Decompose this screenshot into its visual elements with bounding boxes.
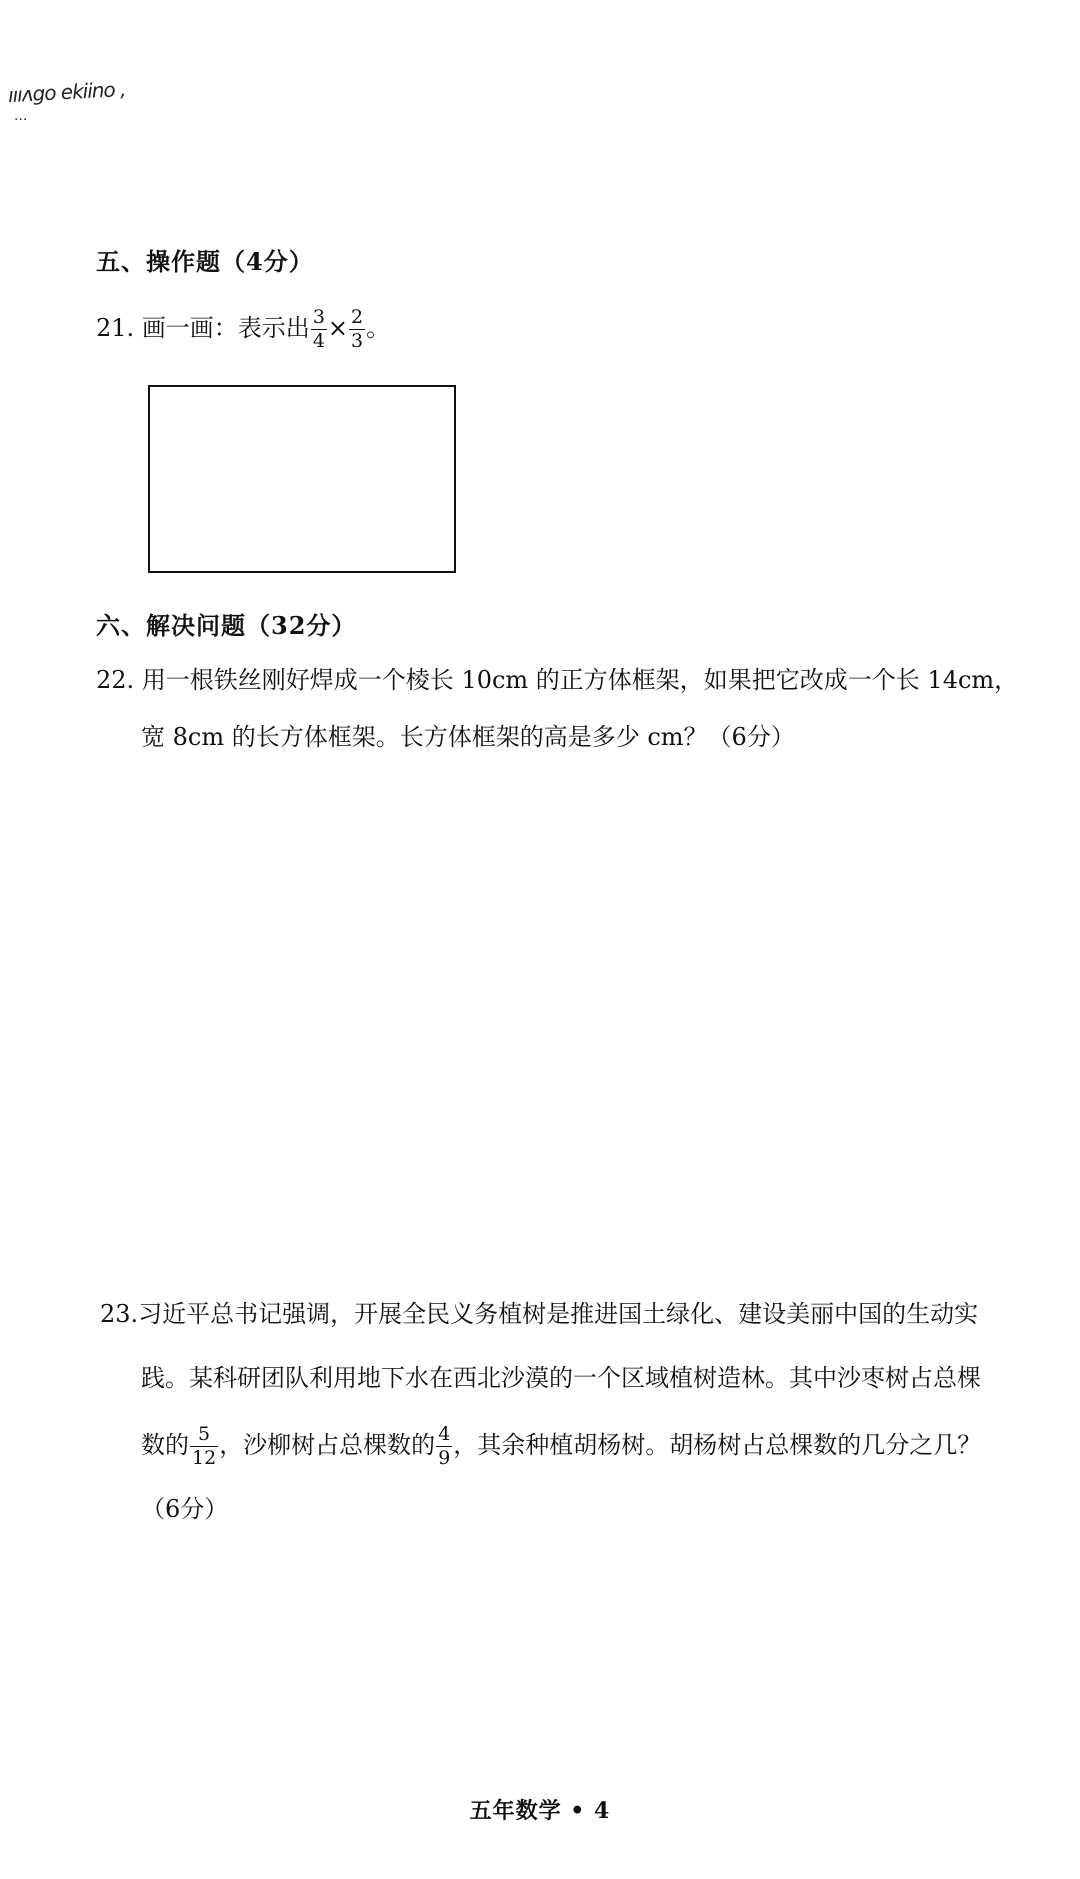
drawing-rectangle[interactable] [148,385,456,573]
fraction-denominator: 9 [438,1447,451,1469]
fraction-denominator: 3 [351,330,364,352]
question-23-line-3 [141,1425,981,1468]
section-five-title: 五、操作题（4分） [96,247,314,276]
question-23-line-2: 践。某科研团队利用地下水在西北沙漠的一个区域植树造林。其中沙枣树占总棵 [141,1364,981,1392]
fraction-three-quarters [311,308,327,351]
fraction-five-twelfths [190,1425,218,1468]
question-21-number: 21. [96,314,135,342]
fraction-two-thirds [349,308,365,351]
fraction-denominator: 12 [192,1447,217,1469]
scribble-dots: ... [14,108,28,124]
fraction-numerator: 2 [351,306,364,328]
fraction-denominator: 4 [312,330,325,352]
question-22-line-1 [96,664,1018,696]
question-23-text-3b: ，沙柳树占总棵数的 [219,1431,436,1459]
question-23-number: 23. [100,1300,139,1328]
times-sign: × [327,314,349,342]
question-22-text-1: 用一根铁丝刚好焊成一个棱长 10cm 的正方体框架，如果把它改成一个长 14cm， [141,666,1019,694]
section-six-title: 六、解决问题（32分） [96,611,357,640]
page-footer: 五年数学 • 4 [469,1798,611,1824]
fraction-numerator: 5 [190,1425,218,1447]
fraction-numerator: 4 [438,1423,451,1445]
question-22-number: 22. [96,666,135,694]
question-22-line-2: 宽 8cm 的长方体框架。长方体框架的高是多少 cm？（6分） [141,723,795,751]
question-21-prefix: 画一画：表示出 [141,314,310,342]
question-21 [96,308,390,351]
question-23-line-4: （6分） [141,1495,229,1523]
fraction-four-ninths [436,1425,452,1468]
handwritten-scribble: ıııʌgo ekiino , [7,76,126,108]
question-23-line-1 [100,1298,978,1330]
question-23-text-3c: ，其余种植胡杨树。胡杨树占总棵数的几分之几？ [453,1431,982,1459]
question-23-text-3a: 数的 [141,1431,189,1459]
question-21-suffix: 。 [366,314,391,342]
question-23-text-1: 习近平总书记强调，开展全民义务植树是推进国土绿化、建设美丽中国的生动实 [138,1300,979,1328]
fraction-numerator: 3 [312,306,325,328]
